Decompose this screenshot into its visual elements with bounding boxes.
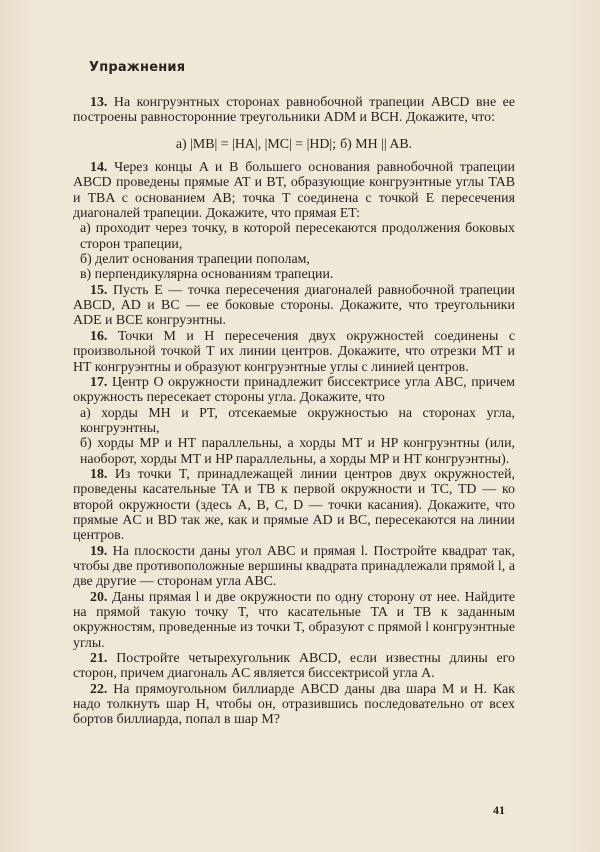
exercise-17 xyxy=(73,375,515,406)
section-heading: Упражнения xyxy=(89,60,186,75)
exercise-18 xyxy=(73,467,515,544)
exercise-22 xyxy=(73,682,515,728)
exercise-number: 16. xyxy=(90,328,108,344)
exercise-number: 21. xyxy=(90,651,108,667)
exercise-number: 17. xyxy=(90,374,108,390)
exercise-19 xyxy=(73,544,515,590)
exercise-13 xyxy=(73,95,515,126)
exercise-text: Точки M и H пересечения двух окружностей соединены с произвольной точкой T их линии центров. Докажите, что отрезки MT и HT конгруэнтны и образуют конгруэнтные углы с линией центров. xyxy=(73,328,515,375)
exercise-number: 15. xyxy=(90,282,108,298)
exercise-16 xyxy=(73,329,515,375)
exercise-17-item-a: а) хорды MH и PT, отсекаемые окружностью на сторонах угла, конгруэнтны, xyxy=(80,405,515,436)
exercise-21 xyxy=(73,651,515,682)
exercise-text: Из точки T, принадлежащей линии центров двух окружностей, проведены касательные TA и TB к первой окружности и TC, TD — ко второй окружности (здесь A, B, C, D — точки касания). Докажите, что прямые AC и BD так же, как и прямые AD и BC, пересекаются на линии центров. xyxy=(73,466,515,544)
exercise-20 xyxy=(73,590,515,651)
formula-part-b: б) MH || AB. xyxy=(340,136,413,152)
exercise-number: 18. xyxy=(90,466,108,482)
exercise-14 xyxy=(73,160,515,221)
exercise-text: Через концы A и B большего основания равнобочной трапеции ABCD проведены прямые AT и BT, образующие конгруэнтные углы TAB и TBA с основанием AB; точка T соединена с точкой E пересечения диагоналей трапеции. Докажите, что прямая ET: xyxy=(73,160,515,222)
exercise-list xyxy=(73,95,515,728)
exercise-text: На конгруэнтных сторонах равнобочной трапеции ABCD вне ее построены равносторонние треугольники ADM и BCH. Докажите, что: xyxy=(73,95,515,126)
exercise-text: Пусть E — точка пересечения диагоналей равнобочной трапеции ABCD, AD и BC — ее боковые стороны. Докажите, что треугольники ADE и BCE конгруэнтны. xyxy=(73,282,515,329)
exercise-text: На плоскости даны угол ABC и прямая l. Постройте квадрат так, чтобы две противоположные вершины квадрата принадлежали прямой l, а две другие — сторонам угла ABC. xyxy=(73,543,515,590)
exercise-number: 20. xyxy=(90,589,108,605)
page-number: 41 xyxy=(493,803,505,817)
exercise-text: Постройте четырехугольник ABCD, если известны длины его сторон, причем диагональ AC является биссектрисой угла A. xyxy=(73,651,515,682)
exercise-number: 13. xyxy=(90,95,108,110)
exercise-17-item-b: б) хорды MP и HT параллельны, а хорды MT и HP конгруэнтны (или, наоборот, хорды MT и HP параллельны, а хорды MP и HT конгруэнтны). xyxy=(80,436,515,467)
exercise-14-item-a: а) проходит через точку, в которой пересекаются продолжения боковых сторон трапеции, xyxy=(80,221,515,252)
exercise-number: 19. xyxy=(90,543,108,559)
exercise-15 xyxy=(73,283,515,329)
exercise-number: 22. xyxy=(90,681,108,697)
exercise-number: 14. xyxy=(90,160,108,176)
exercise-text: Центр O окружности принадлежит биссектрисе угла ABC, причем окружность пересекает стороны угла. Докажите, что xyxy=(73,374,515,406)
formula-part-a: а) |MB| = |HA|, |MC| = |HD|; xyxy=(175,136,337,152)
exercise-14-item-c: в) перпендикулярна основаниям трапеции. xyxy=(80,267,334,283)
exercise-13-formula xyxy=(73,137,515,152)
exercise-text: На прямоугольном биллиарде ABCD даны два шара M и H. Как надо толкнуть шар H, чтобы он, отразившись последовательно от всех бортов биллиарда, попал в шар M? xyxy=(73,681,515,728)
exercise-14-item-b: б) делит основания трапеции пополам, xyxy=(80,252,310,268)
exercise-text: Даны прямая l и две окружности по одну сторону от нее. Найдите на прямой такую точку T, что касательные TA и TB к заданным окружностям, проведенные из точки T, образуют с прямой l конгруэнтные углы. xyxy=(73,589,515,651)
